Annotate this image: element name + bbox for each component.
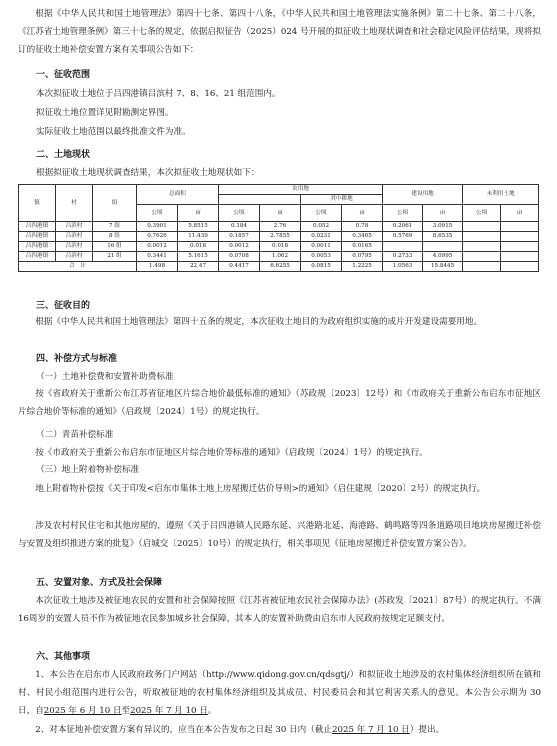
s6-p1-end: 。 bbox=[207, 705, 217, 716]
total-label: 合 计 bbox=[19, 262, 137, 272]
s6-p1-text: 1、本公告在启东市人民政府政务门户网站（http://www.qidong.gov.cn/qdsgtj/）和拟征收土地涉及的农村集体经济组织所在镇和村、村民小组范围内进行公告，听取被征地的农村集体经济组织及其成员、村民委员会和其它利害关系人的意见。本公告公示期为 30 日，自 bbox=[18, 670, 541, 716]
row-value-cell: 0.7626 bbox=[137, 232, 178, 242]
header-construction: 建设用地 bbox=[383, 185, 463, 205]
s3-paragraph-1: 根据《中华人民共和国土地管理法》第四十五条的规定，本次征收土地目的为政府组织实施的成片开发建设需要用地。 bbox=[35, 317, 483, 327]
row-value-cell: 5.1615 bbox=[178, 252, 219, 262]
header-town: 镇 bbox=[19, 185, 56, 222]
row-value-cell bbox=[463, 222, 501, 232]
row-value-cell: 0.0012 bbox=[137, 242, 178, 252]
s4-paragraph-2: 按《市政府关于重新公布启东市征地区片综合地价等标准的通知》（启政规〔2024〕1号）的规定执行。 bbox=[35, 448, 428, 458]
row-value-cell: 0.0053 bbox=[301, 252, 342, 262]
section-4-heading: 四、补偿方式与标准 bbox=[36, 354, 118, 364]
row-value-cell: 5.8515 bbox=[178, 222, 219, 232]
s1-paragraph-1: 本次拟征收土地位于吕四港镇吕滨村 7、8、16、21 组范围内。 bbox=[36, 89, 281, 99]
row-value-cell: 1.062 bbox=[260, 252, 301, 262]
s1-paragraph-2: 拟征收土地位置详见附勘测定界图。 bbox=[36, 108, 174, 118]
unit-hectare: 公顷 bbox=[383, 205, 423, 222]
unit-hectare: 公顷 bbox=[137, 205, 178, 222]
s4-subheading-1: （一）土地补偿费和安置补助费标准 bbox=[36, 372, 174, 382]
row-value-cell: 0.0795 bbox=[342, 252, 383, 262]
header-village: 村 bbox=[56, 185, 93, 222]
row-group: 16 组 bbox=[93, 242, 137, 252]
row-value-cell: 0.018 bbox=[178, 242, 219, 252]
row-value-cell: 4.0995 bbox=[423, 252, 463, 262]
header-unused: 未利用土地 bbox=[463, 185, 539, 205]
unit-mu: 亩 bbox=[423, 205, 463, 222]
row-value-cell: 0.0231 bbox=[301, 232, 342, 242]
row-value-cell bbox=[463, 232, 501, 242]
row-value-cell: 0.5769 bbox=[383, 232, 423, 242]
table-row bbox=[19, 252, 539, 262]
table-row bbox=[19, 232, 539, 242]
row-value-cell: 0.052 bbox=[301, 222, 342, 232]
row-value-cell bbox=[501, 252, 539, 262]
row-town: 吕四港镇 bbox=[19, 242, 56, 252]
s4-paragraph-3: 地上附着物补偿按《关于印发<启东市集体土地上房屋搬迁估价导则>的通知》（启住建规〔2020〕2号）的规定执行。 bbox=[35, 484, 486, 494]
s1-paragraph-3: 实际征收土地范围以最终批准文件为准。 bbox=[36, 127, 191, 137]
total-cell: 1.498 bbox=[137, 262, 178, 272]
row-value-cell: 0.1857 bbox=[219, 232, 260, 242]
unit-mu: 亩 bbox=[501, 205, 539, 222]
row-value-cell: 0.184 bbox=[219, 222, 260, 232]
row-group: 8 组 bbox=[93, 232, 137, 242]
total-cell: 6.6255 bbox=[260, 262, 301, 272]
row-value-cell: 0.2061 bbox=[383, 222, 423, 232]
row-value-cell: 3.0915 bbox=[423, 222, 463, 232]
total-cell: 15.8445 bbox=[423, 262, 463, 272]
table-row bbox=[19, 222, 539, 232]
total-cell bbox=[463, 262, 501, 272]
intro-paragraph: 根据《中华人民共和国土地管理法》第四十七条、第四十八条，《中华人民共和国土地管理法实施条例》第二十七条、第二十八条，《江苏省土地管理条例》第三十七条的规定，依据启拟征告（2025）024 号开展的拟征收土地现状调查和社会稳定风险评估结果，现将拟订的征收土地补偿安置方案有关事项公告如下： bbox=[18, 9, 541, 55]
table-total-row bbox=[19, 262, 539, 272]
unit-mu: 亩 bbox=[260, 205, 301, 222]
row-value-cell bbox=[383, 242, 423, 252]
row-value-cell bbox=[501, 232, 539, 242]
table-body bbox=[19, 222, 539, 262]
row-group: 21 组 bbox=[93, 252, 137, 262]
s6-p2-text: 2、对本征地补偿安置方案有异议的，应当在本公告发布之日起 30 日内（截止 bbox=[35, 725, 333, 735]
s6-p2-end: ）提出。 bbox=[409, 725, 445, 735]
row-value-cell: 0.018 bbox=[260, 242, 301, 252]
unit-mu: 亩 bbox=[342, 205, 383, 222]
s6-paragraph-1 bbox=[18, 667, 541, 720]
row-village: 吕滨村 bbox=[56, 232, 93, 242]
total-cell: 1.0563 bbox=[383, 262, 423, 272]
section-3-heading: 三、征收目的 bbox=[36, 301, 91, 311]
row-value-cell: 0.3465 bbox=[342, 232, 383, 242]
unit-hectare: 公顷 bbox=[301, 205, 342, 222]
section-2-heading: 二、土地现状 bbox=[36, 150, 91, 160]
row-value-cell: 0.78 bbox=[342, 222, 383, 232]
unit-hectare: 公顷 bbox=[463, 205, 501, 222]
header-farmland: 农用地 bbox=[219, 185, 383, 195]
publish-end-date: 2025 年 7 月 10 日 bbox=[130, 705, 208, 716]
row-town: 吕四港镇 bbox=[19, 252, 56, 262]
row-value-cell: 11.439 bbox=[178, 232, 219, 242]
row-value-cell bbox=[463, 242, 501, 252]
row-village: 吕滨村 bbox=[56, 242, 93, 252]
section-5-heading: 五、安置对象、方式及社会保障 bbox=[36, 578, 163, 588]
s5-paragraph-1: 本次征收土地涉及被征地农民的安置和社会保障按照《江苏省被征地农民社会保障办法》(苏政发〔2021〕87号）的规定执行。不满16周岁的安置人员不作为被征地农民参加城乡社会保障，其本人的安置补助费由启东市人民政府按规定足额支付。 bbox=[18, 596, 541, 624]
section-1-heading: 一、征收范围 bbox=[36, 70, 91, 80]
land-status-table bbox=[18, 184, 539, 272]
row-value-cell: 0.3901 bbox=[137, 222, 178, 232]
row-value-cell: 0.0708 bbox=[219, 252, 260, 262]
s4-paragraph-1: 按《省政府关于重新公布江苏省征地区片综合地价最低标准的通知》（苏政规〔2023〕12号）和《市政府关于重新公布启东市征地区片综合地价等标准的通知》（启政规〔2024〕1号）的规定执行。 bbox=[18, 389, 541, 417]
total-cell bbox=[501, 262, 539, 272]
s6-paragraph-2 bbox=[18, 722, 541, 740]
objection-deadline-date: 2025 年 7 月 10 日 bbox=[332, 725, 410, 735]
row-value-cell: 8.6535 bbox=[423, 232, 463, 242]
row-value-cell bbox=[463, 252, 501, 262]
header-arable: 其中耕地 bbox=[301, 195, 383, 205]
publish-start-date: 2025 年 6 月 10 日 bbox=[43, 705, 122, 716]
total-cell: 1.2225 bbox=[342, 262, 383, 272]
total-cell: 22.47 bbox=[178, 262, 219, 272]
s2-paragraph-1: 根据拟征收土地现状调查结果，本次拟征收土地现状如下： bbox=[36, 168, 260, 178]
unit-hectare: 公顷 bbox=[219, 205, 260, 222]
row-value-cell: 2.76 bbox=[260, 222, 301, 232]
table-row bbox=[19, 242, 539, 252]
row-value-cell: 2.7855 bbox=[260, 232, 301, 242]
row-value-cell: 0.0165 bbox=[342, 242, 383, 252]
total-cell: 0.0815 bbox=[301, 262, 342, 272]
s4-subheading-3: （三）地上附着物补偿标准 bbox=[36, 465, 140, 475]
header-farmland-blank bbox=[219, 195, 301, 205]
row-value-cell: 0.3441 bbox=[137, 252, 178, 262]
s4-paragraph-4: 涉及农村村民住宅和其他房屋的，遵照《关于吕四港镇人民路东延、兴港路北延、海港路、鹤鸣路等四条道路项目地块房屋搬迁补偿与安置及组织推进方案的批复》（启城交〔2025〕10号）的规定执行，相关事项见《征地房屋搬迁补偿安置方案公告》。 bbox=[18, 521, 541, 549]
row-value-cell bbox=[501, 242, 539, 252]
section-6-heading: 六、其他事项 bbox=[36, 652, 91, 662]
total-cell: 0.4417 bbox=[219, 262, 260, 272]
row-group: 7 组 bbox=[93, 222, 137, 232]
row-value-cell bbox=[501, 222, 539, 232]
unit-mu: 亩 bbox=[178, 205, 219, 222]
s6-p1-to: 至 bbox=[121, 705, 131, 716]
row-value-cell: 0.0011 bbox=[301, 242, 342, 252]
row-value-cell: 0.2733 bbox=[383, 252, 423, 262]
row-town: 吕四港镇 bbox=[19, 222, 56, 232]
row-value-cell bbox=[423, 242, 463, 252]
header-total-area: 总面积 bbox=[137, 185, 219, 205]
row-village: 吕滨村 bbox=[56, 252, 93, 262]
s4-subheading-2: （二）青苗补偿标准 bbox=[36, 430, 114, 440]
row-town: 吕四港镇 bbox=[19, 232, 56, 242]
row-village: 吕滨村 bbox=[56, 222, 93, 232]
header-group: 组 bbox=[93, 185, 137, 222]
row-value-cell: 0.0012 bbox=[219, 242, 260, 252]
